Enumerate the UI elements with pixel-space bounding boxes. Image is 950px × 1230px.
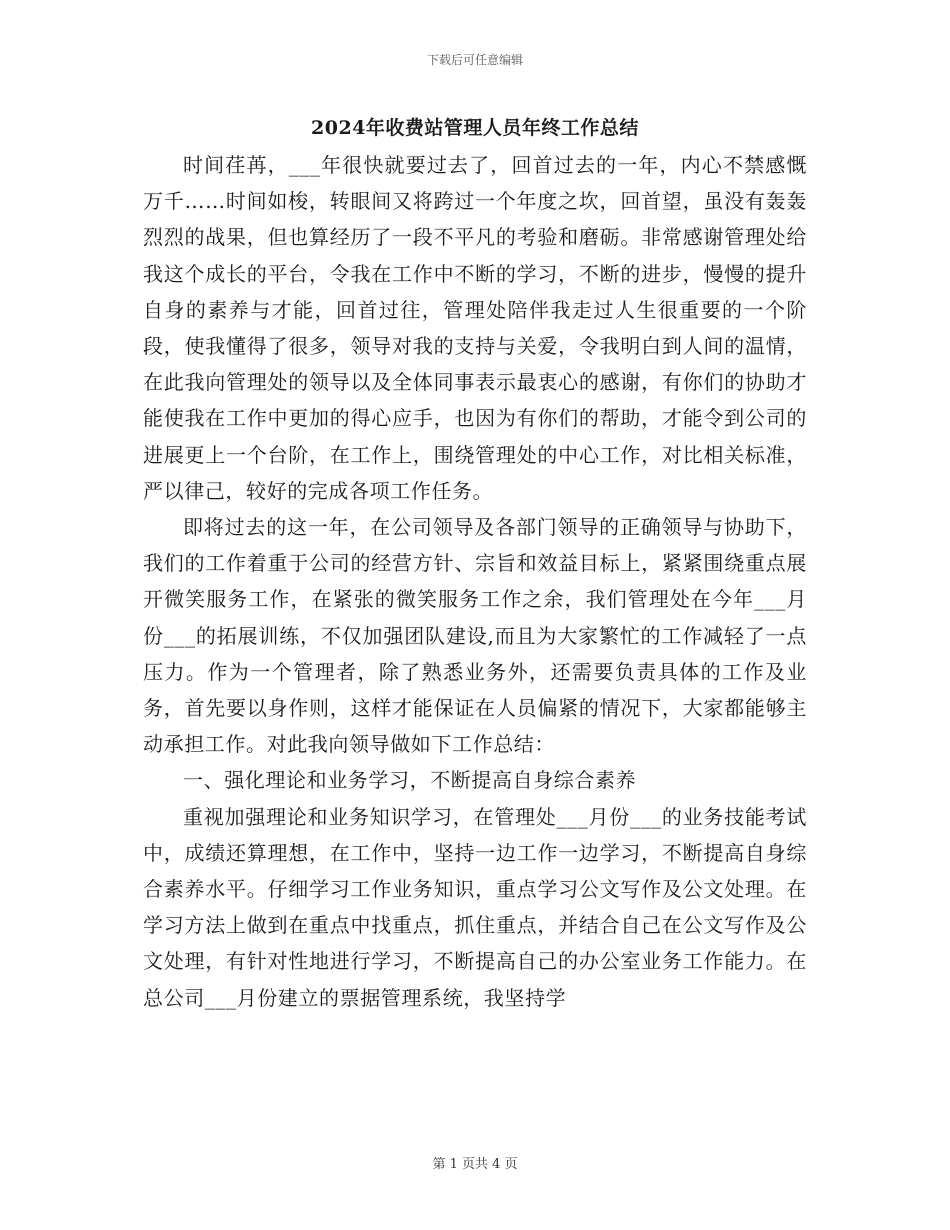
paragraph-intro: 时间荏苒，___年很快就要过去了，回首过去的一年，内心不禁感慨万千……时间如梭，转眼间又将跨过一个年度之坎，回首望，虽没有轰轰烈烈的战果，但也算经历了一段不平凡的考验和磨砺。非常感谢管理处给我这个成长的平台，令我在工作中不断的学习，不断的进步，慢慢的提升自身的素养与才能，回首过往，管理处陪伴我走过人生很重要的一个阶段，使我懂得了很多，领导对我的支持与关爱，令我明白到人间的温情，在此我向管理处的领导以及全体同事表示最衷心的感谢，有你们的协助才能使我在工作中更加的得心应手，也因为有你们的帮助，才能令到公司的进展更上一个台阶，在工作上，围绕管理处的中心工作，对比相关标准，严以律己，较好的完成各项工作任务。: [143, 153, 807, 503]
document-title: 2024年收费站管理人员年终工作总结: [311, 117, 639, 139]
paragraph-study: 重视加强理论和业务知识学习，在管理处___月份___的业务技能考试中，成绩还算理想，在工作中，坚持一边工作一边学习，不断提高自身综合素养水平。仔细学习工作业务知识，重点学习公文写作及公文处理。在学习方法上做到在重点中找重点，抓住重点，并结合自己在公文写作及公文处理，有针对性地进行学习，不断提高自己的办公室业务工作能力。在总公司___月份建立的票据管理系统，我坚持学: [143, 804, 807, 1010]
section-heading-1: 一、强化理论和业务学习，不断提高自身综合素养: [183, 768, 637, 793]
paragraph-year-review: 即将过去的这一年，在公司领导及各部门领导的正确领导与协助下，我们的工作着重于公司的经营方针、宗旨和效益目标上，紧紧围绕重点展开微笑服务工作，在紧张的微笑服务工作之余，我们管理处在今年___月份___的拓展训练，不仅加强团队建设,而且为大家繁忙的工作减轻了一点压力。作为一个管理者，除了熟悉业务外，还需要负责具体的工作及业务，首先要以身作则，这样才能保证在人员偏紧的情况下，大家都能够主动承担工作。对此我向领导做如下工作总结：: [143, 515, 807, 757]
document-body: [143, 147, 807, 1016]
page-header-note: 下载后可任意编辑: [426, 53, 523, 67]
page-number: 第 1 页共 4 页: [432, 1157, 518, 1172]
